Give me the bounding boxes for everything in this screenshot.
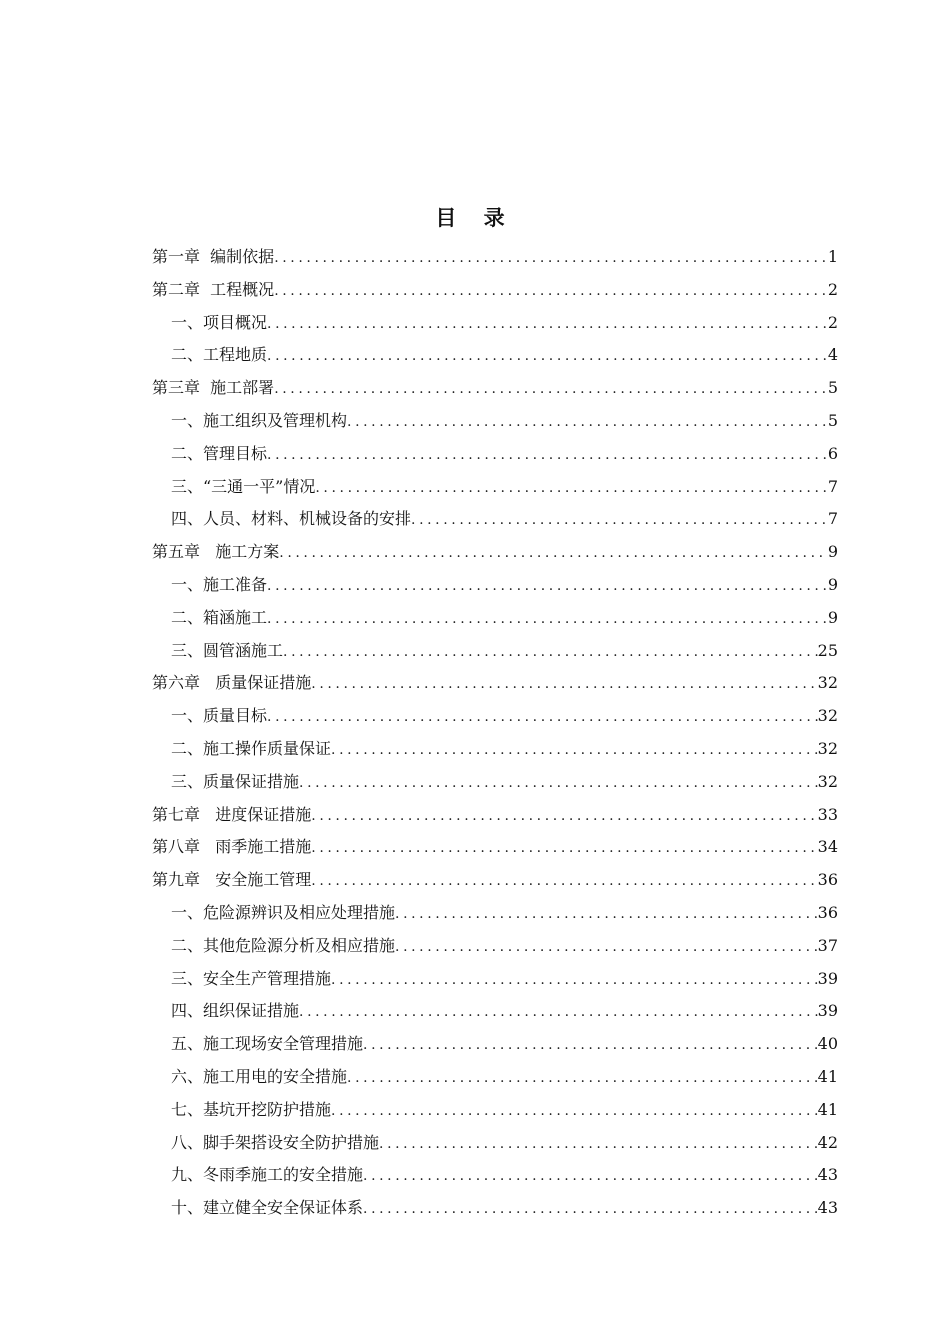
toc-page-number: 2 [827, 312, 838, 332]
toc-dot-leader [379, 1128, 818, 1161]
toc-entry-label: 一、危险源辨识及相应处理措施 [171, 902, 396, 922]
toc-section-entry[interactable] [152, 995, 838, 1028]
toc-entry-label: 三、“三通一平”情况 [171, 476, 316, 496]
toc-page-number: 2 [827, 279, 838, 299]
toc-dot-leader [267, 340, 828, 373]
toc-section-entry[interactable] [152, 635, 838, 668]
toc-entry-label: 九、冬雨季施工的安全措施 [171, 1165, 364, 1185]
toc-entry-label: 二、其他危险源分析及相应措施 [171, 935, 396, 955]
toc-page-number: 41 [817, 1099, 838, 1119]
toc-entry-label: 第五章 施工方案 [152, 542, 280, 562]
toc-page-number: 6 [827, 443, 838, 463]
toc-page-number: 41 [817, 1066, 838, 1086]
toc-section-entry[interactable] [152, 1061, 838, 1094]
toc-entry-label: 四、组织保证措施 [171, 1001, 300, 1021]
toc-page-number: 36 [817, 870, 838, 890]
toc-section-entry[interactable] [152, 602, 838, 635]
toc-page-number: 4 [827, 345, 838, 365]
toc-entry-label: 一、施工准备 [171, 574, 268, 594]
toc-dot-leader [395, 931, 818, 964]
toc-section-entry[interactable] [152, 307, 838, 340]
toc-dot-leader [311, 865, 817, 898]
toc-entry-label: 二、施工操作质量保证 [171, 738, 332, 758]
toc-dot-leader [395, 898, 818, 931]
toc-dot-leader [267, 701, 818, 734]
toc-entry-label: 第三章 施工部署 [152, 378, 275, 398]
toc-entry-label: 第六章 质量保证措施 [152, 673, 312, 693]
toc-page-number: 32 [817, 771, 838, 791]
toc-dot-leader [274, 275, 828, 308]
toc-chapter-entry[interactable] [152, 864, 838, 897]
toc-section-entry[interactable] [152, 766, 838, 799]
toc-entry-label: 四、人员、材料、机械设备的安排 [171, 509, 412, 529]
toc-entry-label: 一、项目概况 [171, 312, 268, 332]
toc-page-number: 25 [817, 640, 838, 660]
toc-chapter-entry[interactable] [152, 536, 838, 569]
toc-section-entry[interactable] [152, 1159, 838, 1192]
toc-dot-leader [347, 406, 828, 439]
toc-entry-label: 八、脚手架搭设安全防护措施 [171, 1132, 380, 1152]
toc-dot-leader [311, 668, 817, 701]
toc-entry-label: 二、箱涵施工 [171, 607, 268, 627]
toc-dot-leader [347, 1062, 818, 1095]
toc-section-entry[interactable] [152, 1192, 838, 1225]
toc-page-number: 5 [827, 378, 838, 398]
toc-page-number: 43 [817, 1198, 838, 1218]
toc-entry-label: 第八章 雨季施工措施 [152, 837, 312, 857]
toc-page-number: 40 [817, 1034, 838, 1054]
toc-page-number: 39 [817, 1001, 838, 1021]
toc-section-entry[interactable] [152, 700, 838, 733]
toc-dot-leader [363, 1029, 818, 1062]
toc-dot-leader [267, 603, 828, 636]
toc-section-entry[interactable] [152, 471, 838, 504]
toc-entry-label: 第九章 安全施工管理 [152, 870, 312, 890]
toc-page-number: 1 [827, 247, 838, 266]
toc-page-number: 36 [817, 902, 838, 922]
toc-page-number: 33 [817, 804, 838, 824]
toc-dot-leader [363, 1193, 818, 1226]
toc-dot-leader [267, 308, 828, 341]
toc-entry-label: 第七章 进度保证措施 [152, 804, 312, 824]
toc-section-entry[interactable] [152, 438, 838, 471]
toc-section-entry[interactable] [152, 339, 838, 372]
toc-entry-label: 三、安全生产管理措施 [171, 968, 332, 988]
toc-entry-label: 七、基坑开挖防护措施 [171, 1099, 332, 1119]
toc-dot-leader [299, 996, 818, 1029]
toc-dot-leader [283, 636, 818, 669]
toc-page-number: 32 [817, 738, 838, 758]
toc-entry-label: 三、圆管涵施工 [171, 640, 284, 660]
toc-entry-label: 二、工程地质 [171, 345, 268, 365]
toc-page-number: 32 [817, 673, 838, 693]
toc-section-entry[interactable] [152, 1094, 838, 1127]
toc-title: 目 录 [435, 206, 515, 230]
toc-dot-leader [299, 767, 818, 800]
toc-dot-leader [315, 472, 827, 505]
toc-page-number: 34 [817, 837, 838, 857]
toc-page-number: 9 [827, 542, 838, 562]
toc-dot-leader [311, 800, 817, 833]
toc-section-entry[interactable] [152, 733, 838, 766]
toc-page-number: 7 [827, 509, 838, 529]
toc-chapter-entry[interactable] [152, 831, 838, 864]
toc-page-number: 42 [817, 1132, 838, 1152]
toc-dot-leader [411, 504, 828, 537]
toc-entry-label: 二、管理目标 [171, 443, 268, 463]
toc-page-number: 39 [817, 968, 838, 988]
toc-dot-leader [267, 439, 828, 472]
toc-page-number: 37 [817, 935, 838, 955]
toc-entry-label: 一、施工组织及管理机构 [171, 410, 348, 430]
toc-dot-leader [311, 832, 817, 865]
toc-entry-label: 五、施工现场安全管理措施 [171, 1034, 364, 1054]
toc-chapter-entry[interactable] [152, 241, 838, 274]
toc-dot-leader [274, 242, 828, 275]
toc-dot-leader [279, 537, 828, 570]
toc-section-entry[interactable] [152, 930, 838, 963]
toc-dot-leader [331, 734, 818, 767]
toc-entry-label: 十、建立健全安全保证体系 [171, 1198, 364, 1218]
toc-page-number: 9 [827, 607, 838, 627]
toc-page-number: 43 [817, 1165, 838, 1185]
toc-section-entry[interactable] [152, 1127, 838, 1160]
toc-chapter-entry[interactable] [152, 667, 838, 700]
toc-entry-label: 三、质量保证措施 [171, 771, 300, 791]
toc-section-entry[interactable] [152, 1028, 838, 1061]
toc-section-entry[interactable] [152, 405, 838, 438]
toc-chapter-entry[interactable] [152, 799, 838, 832]
toc-page-number: 5 [827, 410, 838, 430]
toc-page-number: 9 [827, 574, 838, 594]
toc-entry-label: 六、施工用电的安全措施 [171, 1066, 348, 1086]
toc-entry-label: 一、质量目标 [171, 706, 268, 726]
toc-dot-leader [363, 1160, 818, 1193]
toc-chapter-entry[interactable] [152, 372, 838, 405]
toc-section-entry[interactable] [152, 897, 838, 930]
toc-dot-leader [331, 1095, 818, 1128]
toc-dot-leader [267, 570, 828, 603]
toc-section-entry[interactable] [152, 503, 838, 536]
toc-page-number: 7 [827, 476, 838, 496]
toc-dot-leader [274, 373, 828, 406]
toc-chapter-entry[interactable] [152, 274, 838, 307]
toc-entry-label: 第二章 工程概况 [152, 279, 275, 299]
toc-section-entry[interactable] [152, 963, 838, 996]
toc-entry-label: 第一章 编制依据 [152, 247, 275, 266]
toc-section-entry[interactable] [152, 569, 838, 602]
toc-dot-leader [331, 964, 818, 997]
toc-page-number: 32 [817, 706, 838, 726]
toc-list [152, 241, 838, 1225]
